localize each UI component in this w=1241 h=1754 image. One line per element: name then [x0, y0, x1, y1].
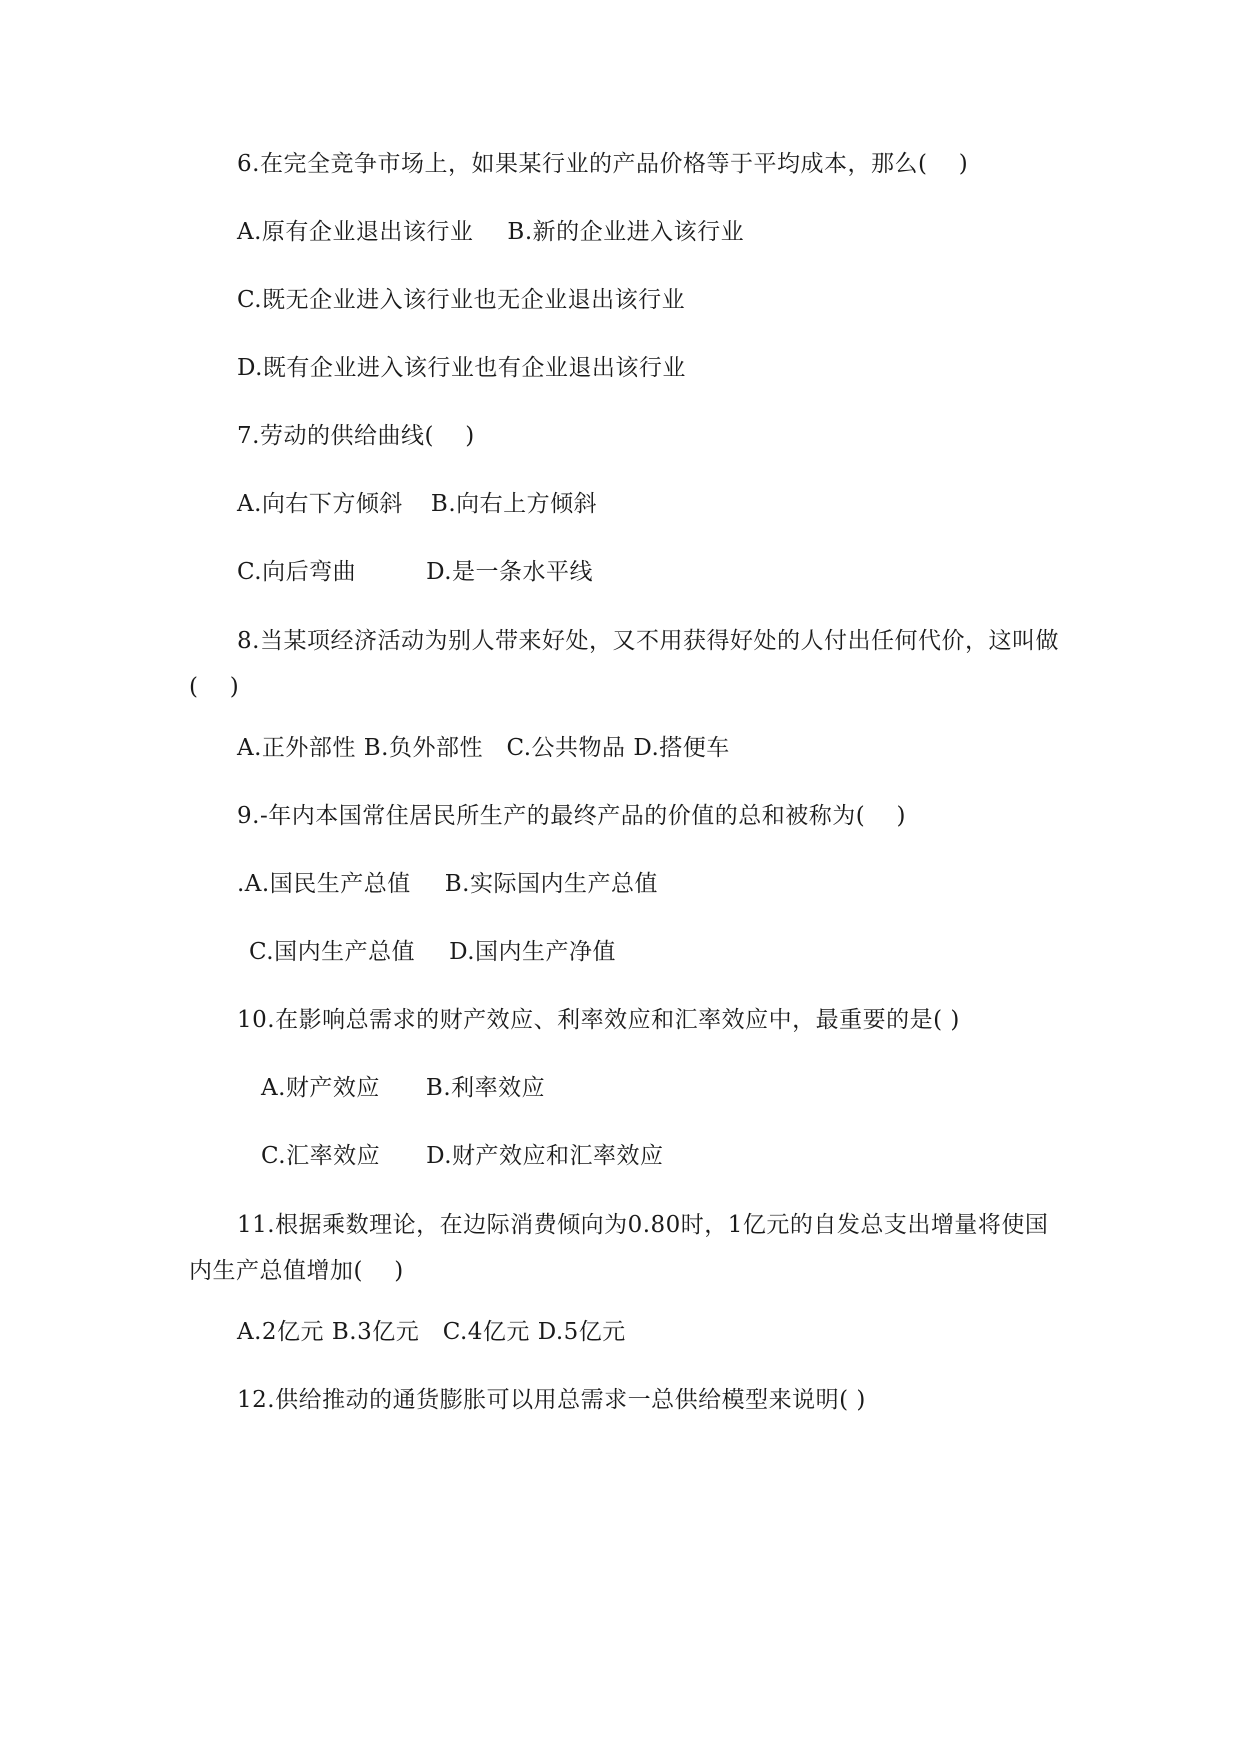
q6-option-b: B.新的企业进入该行业	[507, 219, 745, 245]
q7-options-cd	[237, 554, 593, 590]
q10-option-d: D.财产效应和汇率效应	[426, 1143, 664, 1169]
q9-option-a: .A.国民生产总值	[237, 871, 411, 897]
q11-options: A.2亿元 B.3亿元 C.4亿元 D.5亿元	[237, 1319, 626, 1345]
q6-stem: 6.在完全竞争市场上，如果某行业的产品价格等于平均成本，那么( )	[237, 151, 969, 177]
q8-options: A.正外部性 B.负外部性 C.公共物品 D.搭便车	[237, 735, 730, 761]
q7-option-c: C.向后弯曲	[237, 559, 357, 585]
q10-option-c: C.汇率效应	[261, 1143, 381, 1169]
q8-stem: 8.当某项经济活动为别人带来好处，又不用获得好处的人付出任何代价，这叫做( )	[189, 628, 1059, 700]
q9-stem: 9.-年内本国常住居民所生产的最终产品的价值的总和被称为( )	[237, 803, 906, 829]
q6-options-ab	[237, 214, 744, 250]
q6-option-d: D.既有企业进入该行业也有企业退出该行业	[237, 355, 686, 381]
q9-options-ab	[237, 866, 658, 902]
q6-option-c: C.既无企业进入该行业也无企业退出该行业	[237, 287, 686, 313]
q9-option-b: B.实际国内生产总值	[444, 871, 658, 897]
q10-options-ab	[261, 1070, 545, 1106]
q10-option-b: B.利率效应	[425, 1075, 546, 1101]
q7-option-d: D.是一条水平线	[426, 559, 594, 585]
q10-stem: 10.在影响总需求的财产效应、利率效应和汇率效应中，最重要的是( )	[237, 1007, 960, 1033]
q7-option-a: A.向右下方倾斜	[237, 491, 403, 517]
q6-option-a: A.原有企业退出该行业	[237, 219, 474, 245]
q12-stem: 12.供给推动的通货膨胀可以用总需求一总供给模型来说明( )	[237, 1387, 866, 1413]
q7-options-ab	[237, 486, 597, 522]
q11-stem: 11.根据乘数理论，在边际消费倾向为0.80时，1亿元的自发总支出增量将使国内生产总值增加( )	[189, 1212, 1049, 1284]
q9-option-c: C.国内生产总值	[249, 939, 416, 965]
q9-options-cd	[249, 934, 616, 970]
q7-stem: 7.劳动的供给曲线( )	[237, 423, 475, 449]
q10-option-a: A.财产效应	[261, 1075, 380, 1101]
q7-option-b: B.向右上方倾斜	[430, 491, 598, 517]
q10-options-cd	[261, 1138, 664, 1174]
q9-option-d: D.国内生产净值	[449, 939, 617, 965]
